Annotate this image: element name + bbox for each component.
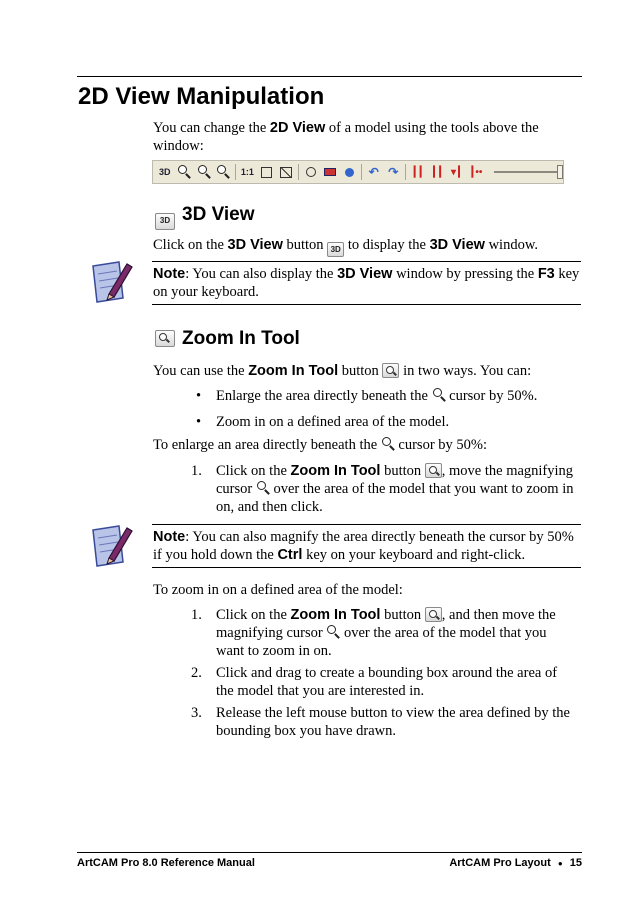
zoom-box-icon — [279, 164, 294, 180]
d1d: , and then move the magnifying cursor — [216, 607, 556, 641]
footer-right — [449, 857, 582, 869]
intro-text-a: You can change the — [153, 120, 270, 136]
note2-bottom-rule — [152, 567, 581, 568]
snap-icon: ▾┃ — [450, 166, 463, 178]
top-rule — [77, 76, 582, 77]
3d-view-button-icon: 3D — [327, 242, 344, 257]
list-item — [191, 413, 591, 431]
zoom-ways-paragraph — [153, 362, 583, 380]
zoom-in-button-icon — [425, 463, 442, 478]
d1e: over the area of the model that you want to zoom in on. — [216, 625, 547, 659]
toolbar-separator — [298, 164, 299, 180]
redo-icon: ↷ — [388, 165, 399, 179]
3d-view-icon — [157, 164, 172, 180]
n1t2: 3D View — [337, 266, 393, 282]
zoom-previous-icon — [215, 164, 230, 180]
page-title: 2D View Manipulation — [78, 83, 325, 110]
zoom-ways-list — [191, 387, 591, 431]
intro-text-b: 2D View — [269, 120, 326, 136]
z2b: cursor by 50%: — [394, 437, 487, 453]
zoom-defined-steps — [191, 606, 574, 744]
list-item — [191, 387, 591, 405]
toolbar-separator — [405, 164, 406, 180]
intro-text-c: of a model using the tools above the window: — [153, 120, 539, 154]
zoom-slider — [494, 164, 563, 180]
section-3d-title: 3D View — [182, 204, 255, 225]
s1e: over the area of the model that you want to zoom in on, and then click. — [216, 481, 574, 515]
t1: Click on the — [153, 237, 228, 253]
page-number: 15 — [569, 857, 582, 869]
s1d: , move the magnifying cursor — [216, 463, 574, 497]
zoom-in-tool-icon — [155, 330, 175, 347]
magnify-cursor-icon — [326, 625, 340, 639]
toolbar-separator — [235, 164, 236, 180]
view-layers-icon — [342, 164, 357, 180]
t3: button — [282, 237, 328, 253]
section-zoom-title: Zoom In Tool — [182, 328, 300, 349]
footer-section: ArtCAM Pro Layout — [449, 857, 551, 869]
guides-icon: ┃┃ — [431, 166, 444, 178]
section-zoom-heading — [155, 328, 300, 350]
z1b: Zoom In Tool — [248, 363, 339, 379]
b2: Zoom in on a defined area of the model. — [216, 414, 450, 430]
step-number: 3. — [191, 705, 202, 721]
view-toolbar-image — [152, 160, 564, 184]
t4: to display the — [344, 237, 430, 253]
n2t2: Ctrl — [277, 547, 303, 563]
list-item — [191, 704, 574, 740]
note1-label: Note — [153, 266, 186, 282]
t2: 3D View — [227, 237, 283, 253]
note1-text — [153, 265, 581, 301]
list-item — [191, 606, 574, 660]
zoom-enlarge-paragraph — [153, 436, 583, 454]
zoom-in-icon — [176, 164, 191, 180]
note2-top-rule — [152, 524, 581, 525]
d1c: button — [380, 607, 425, 623]
b1a: Enlarge the area directly beneath the — [216, 388, 432, 404]
3d-view-icon: 3D — [155, 213, 175, 230]
s1c: button — [380, 463, 425, 479]
zoom-all-icon — [259, 164, 274, 180]
zoom-out-icon — [196, 164, 211, 180]
footer-left: ArtCAM Pro 8.0 Reference Manual — [77, 857, 255, 869]
n2t1: : You can also magnify the area directly beneath the cursor by 50% if you hold down the — [153, 529, 574, 563]
toolbar-1to1-label: 1:1 — [240, 167, 254, 177]
zoom-enlarge-steps — [191, 462, 574, 520]
ruler-icon: ┃┃ — [411, 166, 424, 178]
note1-top-rule — [152, 261, 581, 262]
note-pencil-icon — [87, 518, 135, 570]
note2-label: Note — [153, 529, 186, 545]
undo-icon: ↶ — [368, 165, 379, 179]
note1-bottom-rule — [152, 304, 581, 305]
d2: Click and drag to create a bounding box around the area of the model that you are interested in. — [216, 665, 558, 699]
zoom-slider-thumb — [557, 165, 563, 179]
toolbar-separator — [361, 164, 362, 180]
list-item — [191, 462, 574, 516]
s1a: Click on the — [216, 463, 291, 479]
magnify-cursor-icon — [256, 481, 270, 495]
t6: window. — [484, 237, 538, 253]
section-3d-paragraph — [153, 236, 583, 257]
toolbar-3d-label: 3D — [158, 167, 171, 177]
n1t5: key on your keyboard. — [153, 266, 580, 300]
z1c: button — [338, 363, 383, 379]
n1t3: window by pressing the — [392, 266, 538, 282]
magnify-cursor-icon — [432, 388, 446, 402]
step-number: 1. — [191, 463, 202, 479]
d1a: Click on the — [216, 607, 291, 623]
footer-bullet-icon: ● — [557, 859, 563, 868]
intro-paragraph — [153, 119, 573, 155]
z1a: You can use the — [153, 363, 249, 379]
actual-size-icon — [240, 164, 255, 180]
s1b: Zoom In Tool — [290, 463, 381, 479]
footer-rule — [77, 852, 582, 853]
zoom-in-button-icon — [382, 363, 399, 378]
d1b: Zoom In Tool — [290, 607, 381, 623]
list-item — [191, 664, 574, 700]
magnify-cursor-icon — [381, 437, 395, 451]
zoom-defined-intro: To zoom in on a defined area of the model: — [153, 582, 403, 598]
grid-icon: ┃•• — [469, 166, 483, 178]
n2t3: key on your keyboard and right-click. — [302, 547, 526, 563]
step-number: 1. — [191, 607, 202, 623]
toggle-color-icon — [303, 164, 318, 180]
view-model-icon — [322, 164, 337, 180]
d3: Release the left mouse button to view the area defined by the bounding box you have drawn. — [216, 705, 570, 739]
note-pencil-icon — [87, 254, 135, 306]
n1t1: : You can also display the — [185, 266, 338, 282]
t5: 3D View — [429, 237, 485, 253]
section-3d-heading — [155, 204, 255, 230]
z2a: To enlarge an area directly beneath the — [153, 437, 381, 453]
n1t4: F3 — [537, 266, 555, 282]
step-number: 2. — [191, 665, 202, 681]
note2-text — [153, 528, 581, 564]
z1d: in two ways. You can: — [399, 363, 532, 379]
b1b: cursor by 50%. — [445, 388, 538, 404]
zoom-in-button-icon — [425, 607, 442, 622]
